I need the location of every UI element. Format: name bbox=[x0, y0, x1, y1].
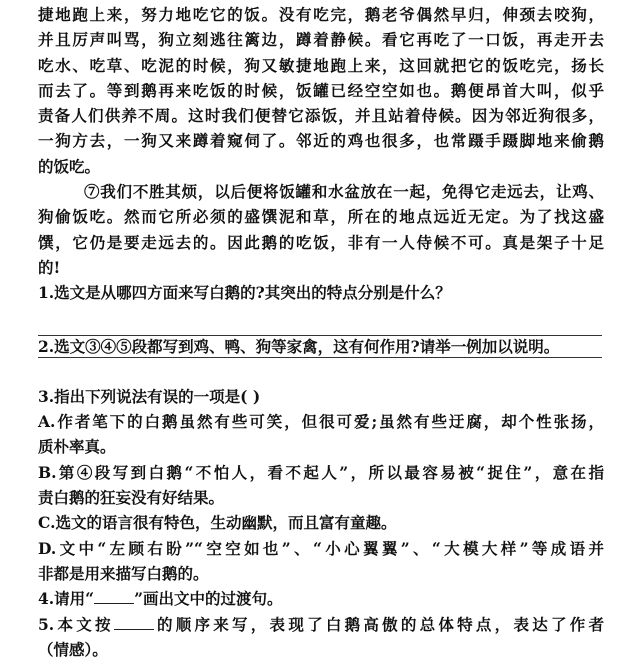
question-3-option-d-cont: 非都是用来描写白鹅的。 bbox=[38, 563, 209, 583]
answer-space-2 bbox=[38, 359, 604, 380]
passage-line: 捷地跑上来，努力地吃它的饭。没有吃完，鹅老爷偶然早归，伸颈去咬狗， bbox=[38, 5, 604, 24]
question-5 bbox=[38, 612, 604, 637]
question-3-option-c: C.选文的语言很有特色，生动幽默，而且富有童趣。 bbox=[38, 513, 397, 533]
passage-line: 而去了。等到鹅再来吃饭的时候，饭罐已经空空如也。鹅便昂首大叫，似乎 bbox=[38, 80, 604, 100]
question-2: 2.选文③④⑤段都写到鸡、鸭、狗等家禽，这有何作用?请举一例加以说明。 bbox=[38, 336, 560, 356]
answer-line-1[interactable] bbox=[38, 335, 602, 336]
question-5-cont: （情感）。 bbox=[38, 639, 108, 659]
paragraph-7-line: ⑦我们不胜其烦，以后便将饭罐和水盆放在一起，免得它走远去，让鸡、 bbox=[84, 182, 604, 202]
passage-line: 吃水、吃草、吃泥的时候，狗又敏捷地跑上来，这回就把它的饭吃完，扬长 bbox=[38, 55, 604, 75]
answer-line-2[interactable] bbox=[38, 357, 602, 358]
passage-line: 责备人们供养不周。这时我们便替它添饭，并且站着侍候。因为邻近狗很多， bbox=[38, 106, 604, 126]
question-3-option-a: A.作者笔下的白鹅虽然有些可笑，但很可爱;虽然有些迂腐，却个性张扬， bbox=[38, 412, 604, 432]
paragraph-7-line: 馔，它仍是要走远去的。因此鹅的吃饭，非有一人侍候不可。真是架子十足 bbox=[38, 232, 604, 252]
question-5-middle: 的顺序来写，表现了白鹅高傲的总体特点，表达了作者 bbox=[153, 614, 604, 634]
paragraph-7-line: 狗偷饭吃。然而它所必须的盛馔泥和草，所在的地点远近无定。为了找这盛 bbox=[38, 207, 604, 227]
question-3-option-b-cont: 责白鹅的狂妄没有好结果。 bbox=[38, 488, 225, 508]
question-3-option-a-cont: 质朴率真。 bbox=[38, 437, 116, 457]
question-5-blank[interactable] bbox=[114, 614, 154, 630]
answer-space-1 bbox=[38, 306, 604, 328]
question-3-stem: 3.指出下列说法有误的一项是( ) bbox=[38, 386, 261, 406]
question-1: 1.选文是从哪四方面来写白鹅的?其突出的特点分别是什么？ bbox=[38, 283, 451, 303]
document-page bbox=[38, 2, 604, 662]
passage-line: 一狗方去，一狗又来蹲着窥伺了。邻近的鸡也很多，也常蹑手蹑脚地来偷鹅 bbox=[38, 131, 604, 151]
passage-line: 并且厉声叫骂，狗立刻逃往篱边，蹲着静候。看它再吃了一口饭，再走开去 bbox=[38, 30, 604, 50]
question-3-option-d: D.文中“左顾右盼”“空空如也”、“小心翼翼”、“大模大样”等成语并 bbox=[38, 538, 604, 558]
passage-line: 的饭吃。 bbox=[38, 156, 101, 176]
question-4-prefix: 4.请用“ bbox=[38, 589, 95, 609]
question-4 bbox=[38, 586, 604, 611]
question-4-suffix: ”画出文中的过渡句。 bbox=[134, 589, 283, 609]
question-3-option-b: B.第④段写到白鹅“不怕人，看不起人”，所以最容易被“捉住”，意在指 bbox=[38, 462, 604, 482]
paragraph-7-line: 的! bbox=[38, 257, 61, 277]
question-4-blank[interactable] bbox=[94, 588, 134, 604]
question-5-prefix: 5.本文按 bbox=[38, 614, 114, 634]
